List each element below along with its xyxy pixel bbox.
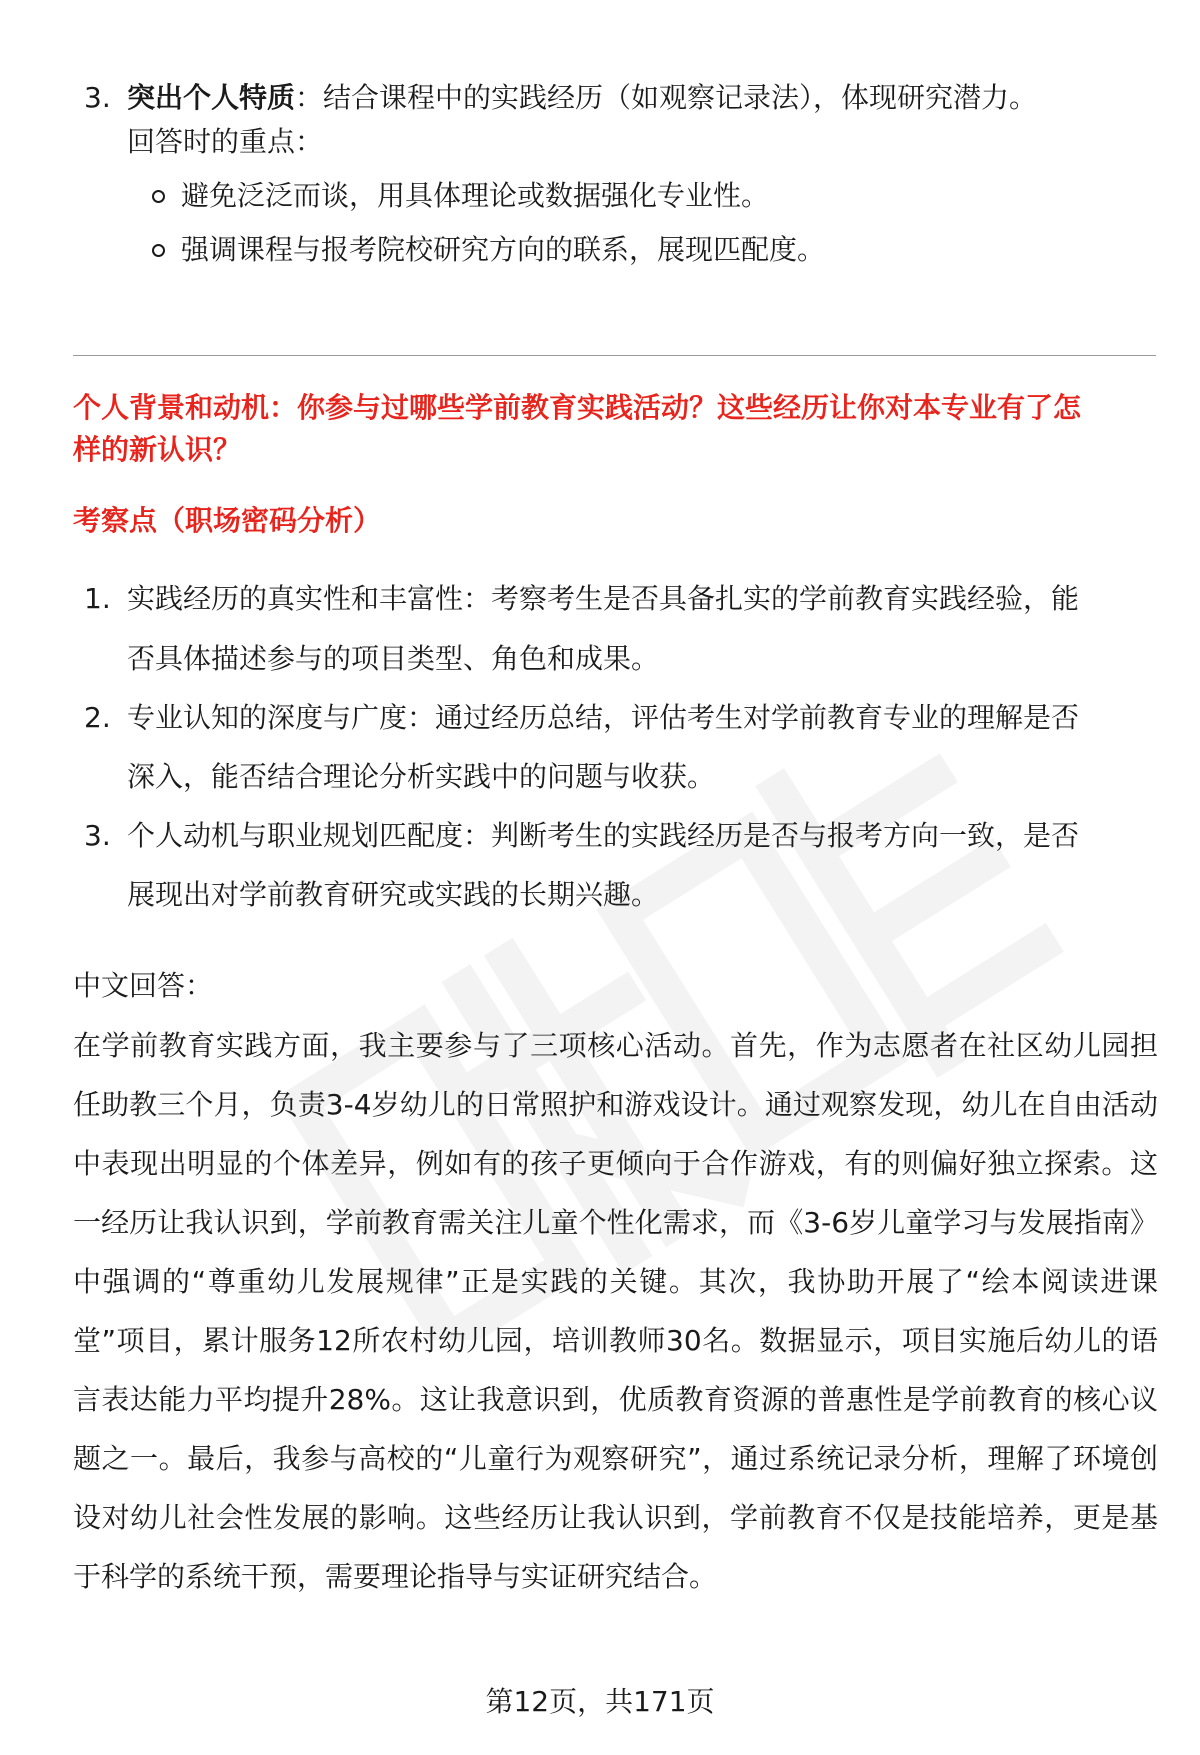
page-footer: 第12页，共171页 [485,1685,715,1718]
item-bold-lead: 突出个人特质 [127,81,296,114]
list-number: 3. [84,81,111,114]
item-text: ：结合课程中的实践经历（如观察记录法），体现研究潜力。 [295,81,1038,114]
answer-points-label: 回答时的重点： [127,125,324,158]
bullet-item: 强调课程与报考院校研究方向的联系，展现匹配度。 [181,233,826,266]
item-text-cont: 否具体描述参与的项目类型、角色和成果。 [127,642,660,675]
list-number: 1. [84,582,111,615]
question-heading-cont: 样的新认识？ [73,433,242,466]
item-text: 实践经历的真实性和丰富性：考察考生是否具备扎实的学前教育实践经验，能 [127,582,1080,615]
focus-heading: 考察点（职场密码分析） [73,504,382,537]
item-text: 专业认知的深度与广度：通过经历总结，评估考生对学前教育专业的理解是否 [127,701,1080,734]
item-text: 个人动机与职业规划匹配度：判断考生的实践经历是否与报考方向一致，是否 [127,819,1080,852]
item-text-cont: 展现出对学前教育研究或实践的长期兴趣。 [127,878,660,911]
bullet-circle-icon [152,244,165,257]
bullet-circle-icon [152,190,165,203]
section-divider [73,355,1156,356]
list-number: 2. [84,701,111,734]
answer-paragraph: 在学前教育实践方面，我主要参与了三项核心活动。首先，作为志愿者在社区幼儿园担任助教三个月，负责3-4岁幼儿的日常照护和游戏设计。通过观察发现，幼儿在自由活动中表现出明显的个体差异，例如有的孩子更倾向于合作游戏，有的则偏好独立探索。这一经历让我认识到，学前教育需关注儿童个性化需求，而《3-6岁儿童学习与发展指南》中强调的“尊重幼儿发展规律”正是实践的关键。其次，我协助开展了“绘本阅读进课堂”项目，累计服务12所农村幼儿园，培训教师30名。数据显示，项目实施后幼儿的语言表达能力平均提升28%。这让我意识到，优质教育资源的普惠性是学前教育的核心议题之一。最后，我参与高校的“儿童行为观察研究”，通过系统记录分析，理解了环境创设对幼儿社会性发展的影响。这些经历让我认识到，学前教育不仅是技能培养，更是基于科学的系统干预，需要理论指导与实证研究结合。 [73,1029,1158,1593]
list-number: 3. [84,819,111,852]
question-heading: 个人背景和动机：你参与过哪些学前教育实践活动？这些经历让你对本专业有了怎 [73,391,1082,424]
answer-label: 中文回答： [73,969,214,1002]
bullet-item: 避免泛泛而谈，用具体理论或数据强化专业性。 [181,179,770,212]
item-text-cont: 深入，能否结合理论分析实践中的问题与收获。 [127,760,716,793]
